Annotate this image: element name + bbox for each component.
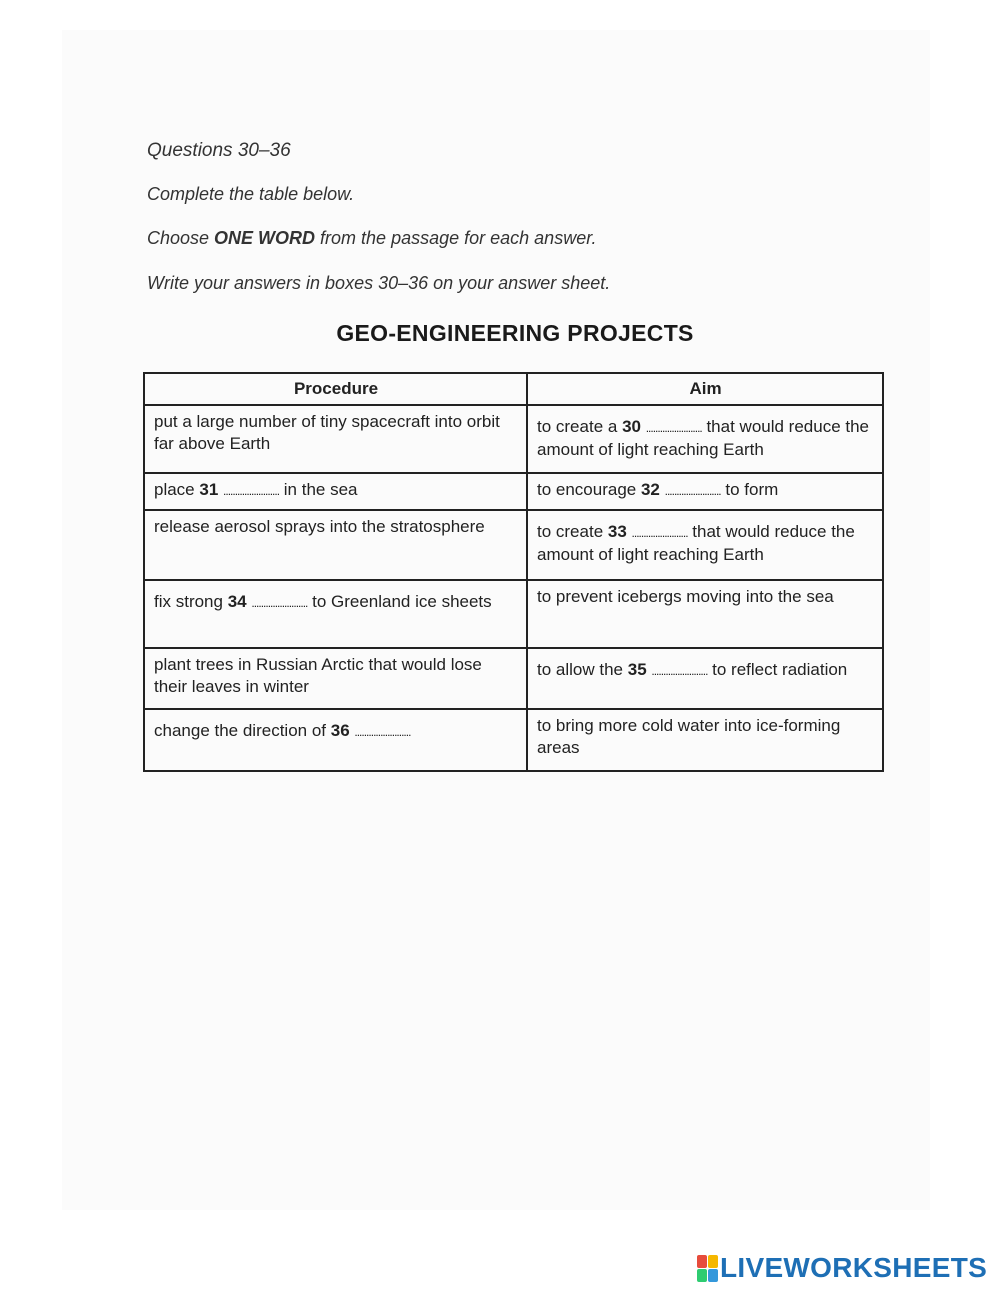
answer-blank[interactable]: ........................ — [223, 484, 280, 498]
table-row — [144, 473, 883, 510]
aim-cell: to encourage 32 ........................ to form — [527, 473, 883, 510]
procedure-cell: release aerosol sprays into the stratosphere — [144, 510, 527, 580]
answer-blank[interactable]: ........................ — [651, 664, 708, 678]
questions-heading: Questions 30–36 — [147, 140, 291, 161]
aim-cell: to create a 30 ........................ that would reduce the amount of light reaching Earth — [527, 405, 883, 473]
question-number: 35 — [627, 660, 647, 679]
procedure-cell: plant trees in Russian Arctic that would lose their leaves in winter — [144, 648, 527, 709]
logo-square — [708, 1269, 718, 1282]
answer-blank[interactable]: ........................ — [354, 725, 411, 739]
header-procedure: Procedure — [144, 373, 527, 405]
table-title: GEO-ENGINEERING PROJECTS — [336, 320, 694, 346]
answer-blank[interactable]: ........................ — [631, 526, 688, 540]
question-number: 34 — [227, 592, 247, 611]
question-number: 30 — [622, 417, 641, 436]
table-row — [144, 510, 883, 580]
aim-cell: to prevent icebergs moving into the sea — [527, 580, 883, 648]
instruction-write: Write your answers in boxes 30–36 on your answer sheet. — [147, 273, 611, 293]
instruction-choose: Choose ONE WORD from the passage for each answer. — [147, 228, 597, 248]
header-aim: Aim — [527, 373, 883, 405]
logo-square — [697, 1269, 707, 1282]
question-number: 31 — [199, 480, 219, 499]
instruction-complete: Complete the table below. — [147, 184, 355, 204]
question-number: 36 — [330, 721, 350, 740]
procedure-cell: place 31 ........................ in the sea — [144, 473, 527, 510]
answer-blank[interactable]: ........................ — [664, 484, 721, 498]
logo-square — [697, 1255, 707, 1268]
aim-cell: to create 33 ........................ that would reduce the amount of light reaching Earth — [527, 510, 883, 580]
logo-square — [708, 1255, 718, 1268]
aim-cell: to bring more cold water into ice-forming areas — [527, 709, 883, 771]
table-row — [144, 580, 883, 648]
question-number: 32 — [640, 480, 660, 499]
table-header-row — [144, 373, 883, 405]
procedure-cell: change the direction of 36 ........................ — [144, 709, 527, 771]
table-row — [144, 709, 883, 771]
table-row — [144, 405, 883, 473]
answer-blank[interactable]: ........................ — [251, 596, 308, 610]
liveworksheets-logo[interactable] — [697, 1252, 987, 1284]
logo-squares-icon — [697, 1255, 717, 1281]
procedure-cell: fix strong 34 ........................ to Greenland ice sheets — [144, 580, 527, 648]
projects-table — [143, 372, 884, 772]
logo-text: LIVEWORKSHEETS — [720, 1252, 988, 1283]
aim-cell: to allow the 35 ........................ to reflect radiation — [527, 648, 883, 709]
table-row — [144, 648, 883, 709]
answer-blank[interactable]: ........................ — [645, 421, 702, 435]
procedure-cell: put a large number of tiny spacecraft into orbit far above Earth — [144, 405, 527, 473]
question-number: 33 — [607, 522, 627, 541]
instruction-emphasis: ONE WORD — [214, 228, 316, 248]
